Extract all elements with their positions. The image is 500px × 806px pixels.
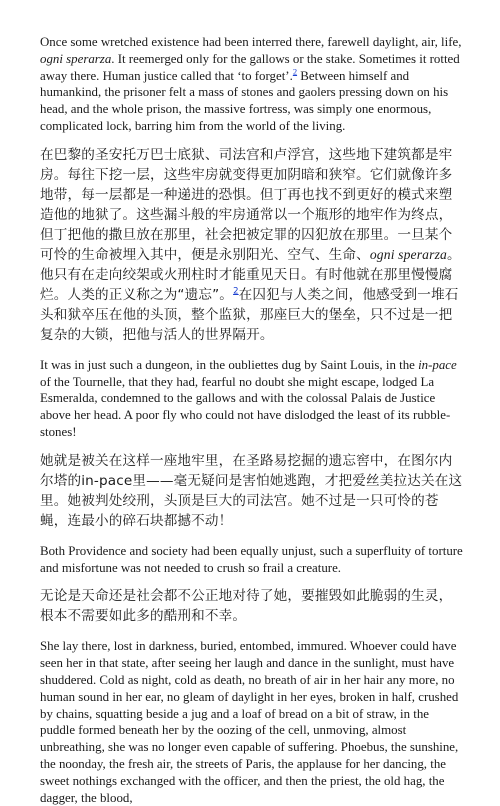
document-page <box>40 34 464 806</box>
italic-phrase: in-pace <box>418 357 457 372</box>
footnote-link[interactable]: 2 <box>292 66 298 77</box>
text-span: She lay there, lost in darkness, buried, entombed, immured. Whoever could have seen her in that state, after seeing her laugh and dance in the sunlight, must have shuddered. Cold as night, cold as death, no breath of air in her hair any more, no human sound in her ear, no gleam of daylight in her eyes, broken in half, crushed by chains, squatting beside a jug and a loaf of bread on a bit of straw, in the puddle formed beneath her by the oozing of the cell, unmoving, almost unbreathing, she was no longer even capable of suffering. Phoebus, the sunshine, the noonday, the fresh air, the streets of Paris, the applause for her dancing, the sweet nothings exchanged with the officer, and then the priest, the old hag, the dagger, the blood, <box>40 639 459 805</box>
paragraph-zh-1 <box>40 145 464 345</box>
text-span: of the Tournelle, that they had, fearful no doubt she might escape, lodged La Esmeralda, condemned to the gallows and with the colossal Palais de Justice above her head. A poor fly who could not have dislodged the least of its rubble-stones! <box>40 374 451 439</box>
paragraph-zh-2 <box>40 451 464 531</box>
paragraph-en-3 <box>40 543 464 577</box>
paragraph-en-4 <box>40 638 464 806</box>
text-span: It was in just such a dungeon, in the oubliettes dug by Saint Louis, in the <box>40 357 419 372</box>
text-span: Once some wretched existence had been interred there, farewell daylight, air, life, <box>40 35 462 49</box>
paragraph-en-1 <box>40 34 464 135</box>
text-span: 她就是被关在这样一座地牢里，在圣路易挖掘的遗忘窖中，在图尔内尔塔的in-pace里——毫无疑问是害怕她逃跑，才把爱丝美拉达关在这里。她被判处绞刑，头顶是巨大的司法宫。她不过是一只可怜的苍蝇，连最小的碎石块都撼不动！ <box>40 452 463 529</box>
text-span: 。他只有在走向绞架或火刑柱时才能重见天日。有时他就在那里慢慢腐烂。人类的正义称之为“遗忘”。 <box>40 246 461 303</box>
text-span: . It reemerged only for the gallows or the stake. Sometimes it rotted away there. Human justice called that ‘to forget’. <box>40 51 460 83</box>
text-span: 在囚犯与人类之间，他感受到一堆石头和狱卒压在他的头顶，整个监狱，那座巨大的堡垒，只不过是一把复杂的大锁，把他与活人的世界隔开。 <box>40 286 459 343</box>
text-span: Both Providence and society had been equally unjust, such a superfluity of torture and misfortune was not needed to crush so frail a creature. <box>40 543 463 575</box>
footnote-link[interactable]: 2 <box>233 286 239 297</box>
text-span: 在巴黎的圣安托万巴士底狱、司法宫和卢浮宫，这些地下建筑都是牢房。每往下挖一层，这些牢房就变得更加阴暗和狭窄。它们就像许多地带，每一层都是一种递进的恐惧。但丁再也找不到更好的模式来塑造他的地狱了。这些漏斗般的牢房通常以一个瓶形的地牢作为终点，但丁把他的撒旦放在那里，社会把被定罪的囚犯放在那里。一旦某个可怜的生命被埋入其中，便是永别阳光、空气、生命、 <box>40 146 453 263</box>
text-span: 无论是天命还是社会都不公正地对待了她，要摧毁如此脆弱的生灵，根本不需要如此多的酷刑和不幸。 <box>40 588 453 625</box>
italic-phrase: ogni sperarza <box>369 246 447 262</box>
text-span: Between himself and humankind, the prisoner felt a mass of stones and gaolers pressing down on his head, and the whole prison, the massive fortress, was simply one enormous, complicated lock, barring him from the world of the living. <box>40 68 449 133</box>
paragraph-en-2 <box>40 357 464 441</box>
italic-phrase: ogni sperarza <box>40 51 112 66</box>
paragraph-zh-3 <box>40 586 464 626</box>
